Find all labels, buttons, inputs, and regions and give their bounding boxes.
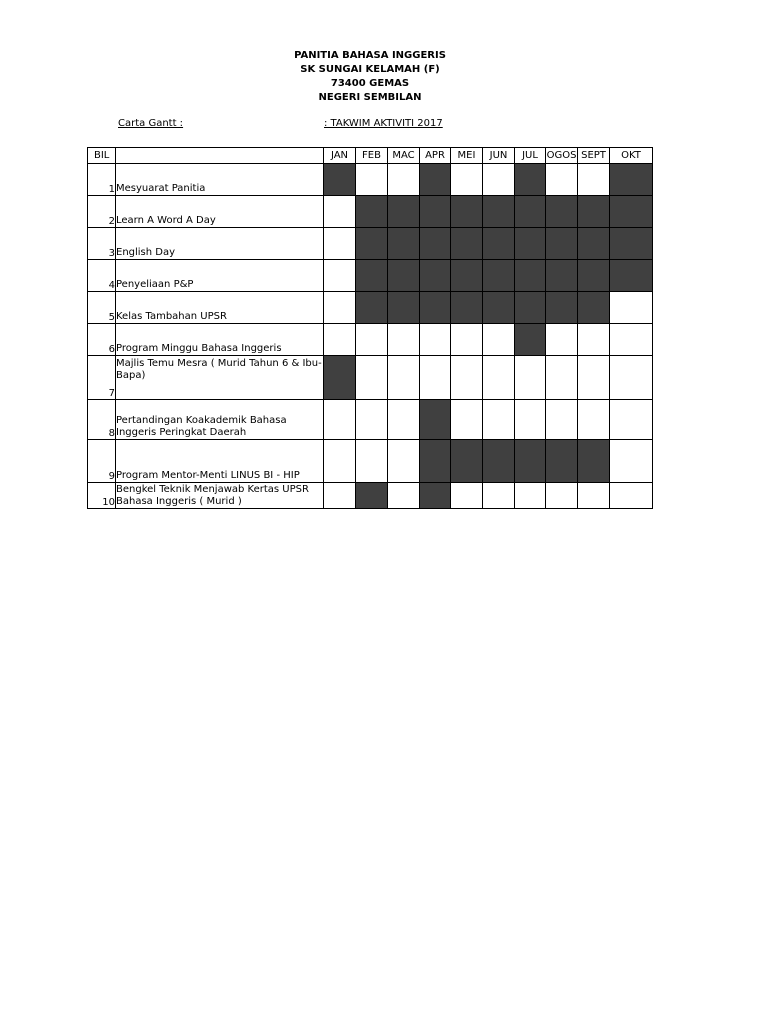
schedule-cell-apr — [420, 400, 451, 440]
header-line-state: NEGERI SEMBILAN — [318, 92, 422, 103]
activity-column-header — [116, 148, 324, 164]
schedule-cell-jun — [483, 228, 515, 260]
schedule-cell-apr — [420, 292, 451, 324]
row-number: 8 — [88, 400, 116, 440]
schedule-cell-mei — [451, 292, 483, 324]
schedule-cell-jul — [515, 292, 546, 324]
month-header-jan: JAN — [324, 148, 356, 164]
schedule-cell-jul — [515, 400, 546, 440]
schedule-cell-sept — [578, 228, 610, 260]
schedule-cell-sept — [578, 260, 610, 292]
schedule-cell-jul — [515, 440, 546, 483]
schedule-cell-jun — [483, 292, 515, 324]
schedule-cell-ogos — [546, 440, 578, 483]
schedule-cell-mac — [388, 400, 420, 440]
schedule-cell-mac — [388, 164, 420, 196]
month-header-jun: JUN — [483, 148, 515, 164]
schedule-cell-jul — [515, 356, 546, 400]
schedule-cell-apr — [420, 324, 451, 356]
schedule-cell-sept — [578, 164, 610, 196]
schedule-cell-mac — [388, 292, 420, 324]
schedule-cell-feb — [356, 228, 388, 260]
month-header-feb: FEB — [356, 148, 388, 164]
schedule-cell-ogos — [546, 400, 578, 440]
activity-name: Penyeliaan P&P — [116, 260, 324, 292]
header-line-postcode: 73400 GEMAS — [330, 78, 410, 89]
table-row — [88, 292, 653, 324]
schedule-cell-jun — [483, 260, 515, 292]
schedule-cell-mac — [388, 260, 420, 292]
row-number: 4 — [88, 260, 116, 292]
schedule-cell-jul — [515, 260, 546, 292]
schedule-cell-okt — [610, 324, 653, 356]
header-line-panitia: PANITIA BAHASA INGGERIS — [294, 50, 446, 61]
schedule-cell-mac — [388, 356, 420, 400]
schedule-cell-mei — [451, 400, 483, 440]
schedule-cell-jan — [324, 400, 356, 440]
schedule-cell-jan — [324, 292, 356, 324]
schedule-cell-mei — [451, 260, 483, 292]
schedule-cell-feb — [356, 440, 388, 483]
schedule-cell-feb — [356, 164, 388, 196]
schedule-cell-feb — [356, 260, 388, 292]
schedule-cell-jan — [324, 164, 356, 196]
row-number: 1 — [88, 164, 116, 196]
table-row — [88, 356, 653, 400]
schedule-cell-okt — [610, 164, 653, 196]
bil-column-header: BIL — [88, 148, 116, 164]
schedule-cell-jul — [515, 228, 546, 260]
schedule-cell-ogos — [546, 356, 578, 400]
schedule-cell-ogos — [546, 196, 578, 228]
schedule-cell-ogos — [546, 483, 578, 509]
schedule-cell-sept — [578, 324, 610, 356]
table-row — [88, 440, 653, 483]
month-header-ogos: OGOS — [546, 148, 578, 164]
row-number: 7 — [88, 356, 116, 400]
schedule-cell-apr — [420, 196, 451, 228]
month-header-sept: SEPT — [578, 148, 610, 164]
schedule-cell-mei — [451, 356, 483, 400]
schedule-cell-mei — [451, 196, 483, 228]
schedule-cell-jul — [515, 164, 546, 196]
schedule-cell-jul — [515, 324, 546, 356]
schedule-cell-jan — [324, 483, 356, 509]
activity-name: Kelas Tambahan UPSR — [116, 292, 324, 324]
table-row — [88, 228, 653, 260]
table-row — [88, 483, 653, 509]
month-header-jul: JUL — [515, 148, 546, 164]
schedule-cell-okt — [610, 228, 653, 260]
schedule-cell-apr — [420, 483, 451, 509]
table-row — [88, 196, 653, 228]
schedule-cell-jan — [324, 324, 356, 356]
schedule-cell-feb — [356, 356, 388, 400]
schedule-cell-jun — [483, 324, 515, 356]
schedule-cell-feb — [356, 196, 388, 228]
schedule-cell-ogos — [546, 228, 578, 260]
table-row — [88, 260, 653, 292]
schedule-cell-mei — [451, 164, 483, 196]
schedule-cell-sept — [578, 196, 610, 228]
month-header-apr: APR — [420, 148, 451, 164]
schedule-cell-sept — [578, 440, 610, 483]
row-number: 10 — [88, 483, 116, 509]
row-number: 6 — [88, 324, 116, 356]
schedule-cell-okt — [610, 356, 653, 400]
schedule-cell-okt — [610, 260, 653, 292]
schedule-cell-mei — [451, 440, 483, 483]
schedule-cell-apr — [420, 228, 451, 260]
schedule-cell-jan — [324, 228, 356, 260]
schedule-cell-okt — [610, 196, 653, 228]
activity-name: Program Mentor-Menti LINUS BI - HIP — [116, 440, 324, 483]
header-line-school: SK SUNGAI KELAMAH (F) — [300, 64, 440, 75]
schedule-cell-mac — [388, 324, 420, 356]
schedule-cell-ogos — [546, 260, 578, 292]
schedule-cell-mei — [451, 483, 483, 509]
schedule-cell-apr — [420, 164, 451, 196]
schedule-cell-jan — [324, 196, 356, 228]
schedule-cell-mac — [388, 196, 420, 228]
schedule-cell-okt — [610, 400, 653, 440]
schedule-cell-okt — [610, 483, 653, 509]
activity-name: English Day — [116, 228, 324, 260]
month-header-okt: OKT — [610, 148, 653, 164]
gantt-chart-title: : TAKWIM AKTIVITI 2017 — [324, 118, 443, 129]
table-row — [88, 400, 653, 440]
schedule-cell-mei — [451, 228, 483, 260]
schedule-cell-sept — [578, 483, 610, 509]
schedule-cell-apr — [420, 356, 451, 400]
gantt-chart-label: Carta Gantt : — [118, 118, 184, 129]
schedule-cell-jul — [515, 483, 546, 509]
schedule-cell-okt — [610, 292, 653, 324]
schedule-cell-ogos — [546, 292, 578, 324]
schedule-cell-mei — [451, 324, 483, 356]
table-header-row — [88, 148, 653, 164]
schedule-cell-jun — [483, 440, 515, 483]
month-header-mac: MAC — [388, 148, 420, 164]
row-number: 9 — [88, 440, 116, 483]
activity-name: Learn A Word A Day — [116, 196, 324, 228]
table-row — [88, 324, 653, 356]
schedule-cell-okt — [610, 440, 653, 483]
activity-name: Bengkel Teknik Menjawab Kertas UPSR Bahasa Inggeris ( Murid ) — [116, 483, 324, 509]
schedule-cell-jun — [483, 164, 515, 196]
row-number: 3 — [88, 228, 116, 260]
schedule-cell-jan — [324, 440, 356, 483]
schedule-cell-sept — [578, 292, 610, 324]
schedule-cell-mac — [388, 440, 420, 483]
table-row — [88, 164, 653, 196]
schedule-cell-apr — [420, 260, 451, 292]
row-number: 2 — [88, 196, 116, 228]
activity-name: Majlis Temu Mesra ( Murid Tahun 6 & Ibu-Bapa) — [116, 356, 324, 400]
schedule-cell-ogos — [546, 324, 578, 356]
activity-name: Mesyuarat Panitia — [116, 164, 324, 196]
schedule-cell-jul — [515, 196, 546, 228]
row-number: 5 — [88, 292, 116, 324]
document-header — [0, 49, 740, 105]
schedule-cell-jun — [483, 400, 515, 440]
schedule-cell-jan — [324, 260, 356, 292]
schedule-cell-mac — [388, 483, 420, 509]
schedule-cell-feb — [356, 292, 388, 324]
activity-name: Program Minggu Bahasa Inggeris — [116, 324, 324, 356]
activity-name: Pertandingan Koakademik Bahasa Inggeris Peringkat Daerah — [116, 400, 324, 440]
schedule-cell-apr — [420, 440, 451, 483]
month-header-mei: MEI — [451, 148, 483, 164]
schedule-cell-feb — [356, 400, 388, 440]
schedule-cell-sept — [578, 400, 610, 440]
schedule-cell-jun — [483, 356, 515, 400]
gantt-table — [87, 147, 653, 509]
schedule-cell-jun — [483, 483, 515, 509]
schedule-cell-sept — [578, 356, 610, 400]
schedule-cell-feb — [356, 324, 388, 356]
schedule-cell-jan — [324, 356, 356, 400]
schedule-cell-ogos — [546, 164, 578, 196]
schedule-cell-mac — [388, 228, 420, 260]
schedule-cell-jun — [483, 196, 515, 228]
schedule-cell-feb — [356, 483, 388, 509]
